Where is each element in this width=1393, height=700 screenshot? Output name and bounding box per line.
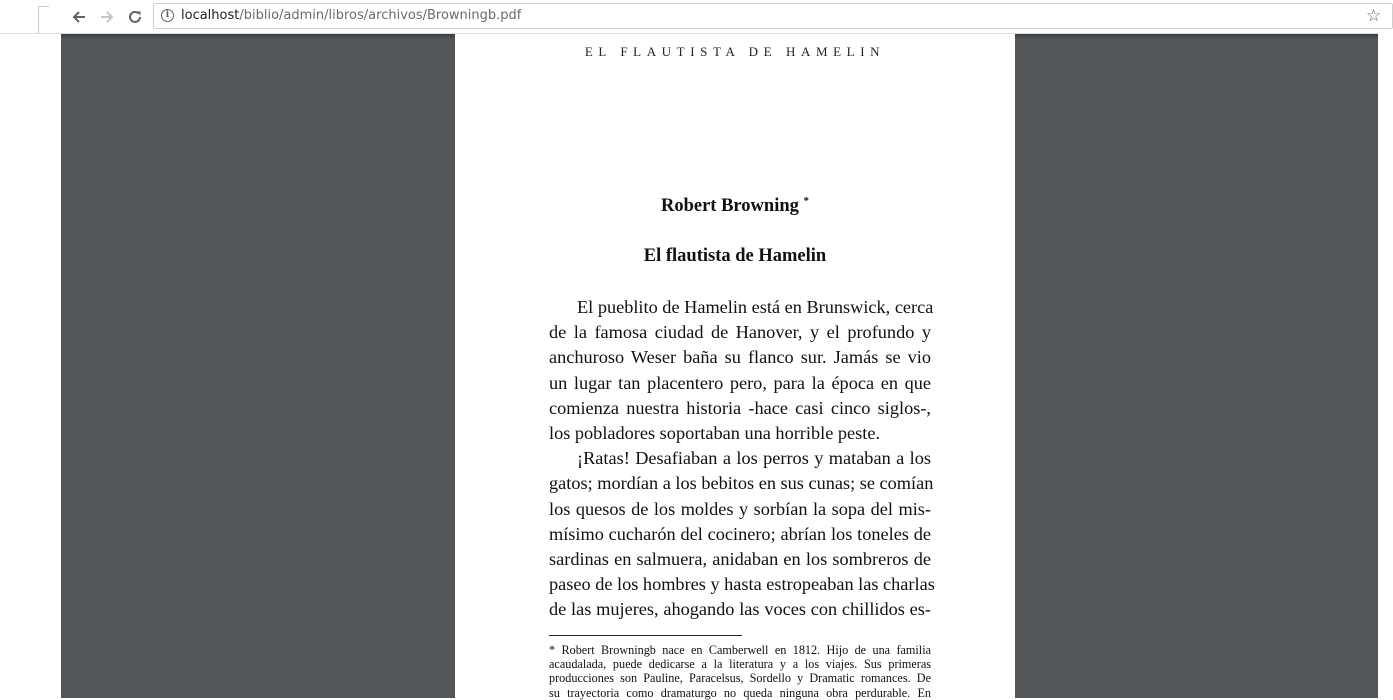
- url-path: /biblio/admin/libros/archivos/Browningb.pdf: [239, 8, 522, 23]
- window-edge: [38, 6, 49, 33]
- reload-icon: [127, 9, 143, 25]
- back-button[interactable]: [67, 5, 91, 29]
- footnote-line: producciones son Pauline, Paracelsus, Sordello y Dramatic romances. De: [549, 671, 931, 686]
- footnote-marker: *: [803, 195, 810, 207]
- pdf-page[interactable]: [455, 34, 1015, 698]
- footnote-line: su trayectoria como dramaturgo no queda ninguna obra perdurable. En: [549, 685, 931, 700]
- text-line: de las mujeres, ahogando las voces con chillidos es-: [549, 599, 931, 620]
- bookmark-star-icon[interactable]: ☆: [1366, 6, 1382, 26]
- text-line: un lugar tan placentero pero, para la época en que: [549, 372, 931, 393]
- info-icon[interactable]: i: [161, 9, 174, 22]
- footnote-line: * Robert Browningb nace en Camberwell en 1812. Hijo de una familia: [549, 643, 931, 657]
- author-heading: [455, 195, 1015, 217]
- text-line: mísimo cucharón del cocinero; abrían los toneles de: [549, 523, 931, 544]
- browser-toolbar: [0, 0, 1382, 34]
- text-line: los quesos de los moldes y sorbían la sopa del mis-: [549, 498, 931, 519]
- url-text[interactable]: [181, 8, 521, 23]
- text-line: gatos; mordían a los bebitos en sus cunas; se comían: [549, 473, 934, 494]
- text-line: ¡Ratas! Desafiaban a los perros y mataban a los: [577, 448, 931, 469]
- footnote-line: acaudalada, puede dedicarse a la literatura y a los viajes. Sus primeras: [549, 657, 931, 672]
- reload-button[interactable]: [123, 5, 147, 29]
- text-line: sardinas en salmuera, anidaban en los sombreros de: [549, 548, 931, 569]
- forward-button[interactable]: [95, 5, 119, 29]
- story-title: El flautista de Hamelin: [643, 246, 827, 266]
- text-line: El pueblito de Hamelin está en Brunswick, cerca: [577, 297, 934, 317]
- text-line: de la famosa ciudad de Hanover, y el profundo y: [549, 322, 931, 343]
- address-bar[interactable]: [153, 3, 1393, 29]
- footnote-divider: [549, 635, 742, 636]
- running-head: EL FLAUTISTA DE HAMELIN: [584, 44, 886, 59]
- footnote: [549, 643, 931, 700]
- text-line: comienza nuestra historia -hace casi cinco siglos-,: [549, 397, 931, 418]
- text-line: los pobladores soportaban una horrible peste.: [549, 422, 881, 443]
- body-text: [549, 295, 935, 622]
- arrow-left-icon: [71, 9, 87, 25]
- url-host: localhost: [181, 8, 240, 23]
- author-name: Robert Browning: [660, 196, 799, 217]
- text-line: paseo de los hombres y hasta estropeaban las charlas: [549, 574, 935, 595]
- arrow-right-icon: [99, 9, 115, 25]
- text-line: anchuroso Weser baña su flanco sur. Jamás se vio: [549, 347, 931, 368]
